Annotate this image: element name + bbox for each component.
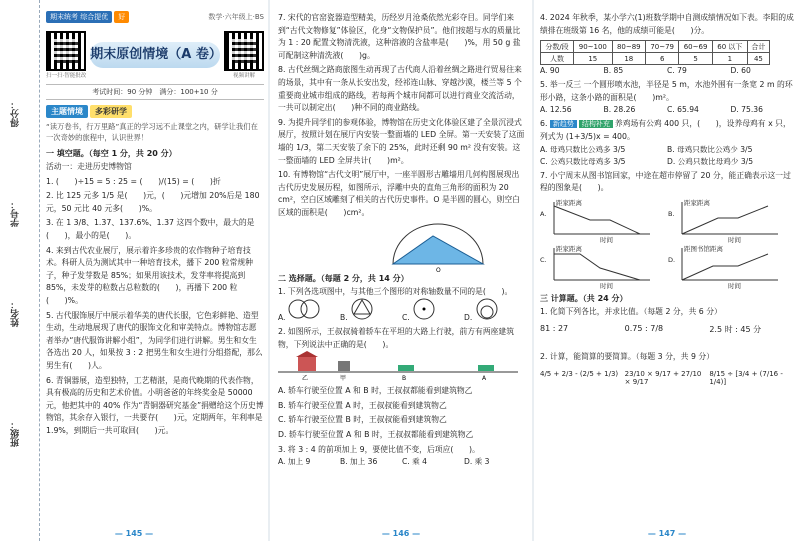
svg-text:乙: 乙 — [302, 375, 309, 383]
option-b[interactable]: B. 母鸡只数比公鸡少 3/5 — [667, 144, 753, 154]
exam-tag: 期末统考 综合提优 — [46, 11, 112, 23]
question-2[interactable]: 2. 比 125 元多 1/5 是( )元，( )元增加 20%后是 180 元，50 元比 40 元多( )%。 — [46, 191, 260, 213]
name-label: 姓名： — [11, 300, 21, 327]
graph-option-a[interactable]: A. 距家距离 时间 — [540, 198, 666, 242]
graph-option-b[interactable]: B. 距家距离 时间 — [668, 198, 794, 242]
calc-item[interactable]: 2.5 时 : 45 分 — [709, 325, 762, 335]
exam-meta: 考试时间：90 分钟 满分：100+10 分 — [46, 84, 264, 100]
calc-2-items — [540, 370, 794, 386]
theme-subtag: 多彩研学 — [90, 105, 132, 118]
choice-question-5[interactable]: 5. 举一反三 一个圆形喷水池，半径是 5 m，水池外围有一条宽 2 m 的环形小路，这条小路的面积是( )m²。 — [540, 80, 793, 102]
choice-3-options — [278, 456, 526, 468]
option-c[interactable]: C. 公鸡只数比母鸡多 3/5 — [540, 156, 626, 166]
exam-tag-2: 好 — [114, 11, 129, 23]
class-label: 班级： — [11, 420, 21, 447]
choice-question-4[interactable]: 4. 2024 年秋季，某小学六(1)班数学期中自测成绩情况如下表。李阳的成绩排在班级第 16 名，他的成绩可能是( )分。 — [540, 13, 794, 35]
student-id-label: 学号： — [11, 200, 21, 227]
choice-question-7[interactable]: 7. 小宁周末从图书馆回家，中途在超市停留了 20 分，能正确表示这一过程的图象是( )。 — [540, 170, 791, 193]
question-5[interactable]: 5. 古代服饰展厅中展示着华美的唐代长服，它色彩鲜艳、造型生动，生动地展现了唐代的服饰文化和审美特点。博物馆志愿者举办“唐代服饰讲解小组”，为同学们进行讲解。男生和女生各选出 20 人，如果按 3 : 2 把男生和女生进行分组搭配，那么男生有( )人。 — [46, 310, 263, 370]
table-cell: 18 — [612, 53, 645, 65]
question-9[interactable]: 9. 为提升同学们的参观体验，博物馆在历史文化体验区建了全景沉浸式展厅，按照计划在展厅内安装一整面墙的 LED 全屏。第一天安装了这面墙的 1/3，第二天安装了余下的 25%，此时还剩 90 m² 没有安装。这一整面墙的 LED 全屏共计( )m²。 — [278, 117, 525, 165]
page-number: — 145 — — [114, 529, 154, 538]
qr-right-caption: 视频讲解 — [232, 73, 255, 79]
table-header: 80~89 — [612, 41, 645, 53]
exam-title: 期末原创情境（A 卷） — [90, 42, 220, 68]
table-cell: 5 — [679, 53, 712, 65]
option-a[interactable]: A. 90 — [540, 66, 560, 76]
table-header: 分数/段 — [541, 41, 574, 53]
question-8[interactable]: 8. 古代丝绸之路商旅图生动再现了古代商人沿着丝绸之路进行贸易往来的场景，其中有一条从长安出发，经祁连山脉、穿越沙漠，楼兰等 5 个重要商业城市组成的路线，若每两个城市间都可以进行商业交流活动，一共可以制定出( )种不同的商业路线。 — [278, 65, 522, 113]
table-header: 合计 — [747, 41, 769, 53]
table-cell: 15 — [574, 53, 613, 65]
choice-question-3[interactable]: 3. 将 3 : 4 的前项加上 9，要使比值不变，后项应( )。 — [278, 444, 480, 454]
option-d[interactable]: D. — [464, 298, 526, 324]
page-number: — 146 — — [381, 529, 421, 538]
choice-question-1[interactable]: 1. 下列各选项图中，与其他三个图形的对称轴数量不同的是( )。 — [278, 286, 513, 296]
calc-1-items — [540, 324, 794, 335]
table-header: 60 以下 — [712, 41, 747, 53]
calc-question-2[interactable]: 2. 计算，能简算的要简算。（每题 3 分，共 9 分） — [540, 352, 714, 362]
score-label: 得分： — [11, 100, 21, 127]
choice-question-6[interactable]: 6. 新趋势 结构补充 养鸡场有公鸡 400 只，( )，设养母鸡有 x 只，列式为 (1+3/5)x = 400。 — [540, 119, 791, 141]
choice-section-title: 二 选择题。（每题 2 分，共 14 分） — [278, 273, 409, 283]
option-a[interactable]: A. 母鸡只数比公鸡多 3/5 — [540, 144, 626, 154]
grade-label: 数学·六年级上·BS — [208, 13, 264, 21]
option-d[interactable]: D. 公鸡只数比母鸡少 3/5 — [667, 156, 754, 166]
option-c[interactable]: C. — [402, 298, 464, 324]
table-header: 90~100 — [574, 41, 613, 53]
calc-question-1[interactable]: 1. 化简下列各比，并求比值。（每题 2 分，共 6 分） — [540, 306, 722, 316]
option-b[interactable]: B. 85 — [603, 66, 624, 76]
table-cell: 1 — [712, 53, 747, 65]
choice-5-options — [540, 104, 794, 116]
option-c[interactable]: C. 乘 4 — [402, 457, 427, 467]
choice-4-options — [540, 65, 794, 77]
intro-text: “读万卷书，行万里路”真正的学习远不止课堂之内，研学让我们在一次奇妙的旅程中，认识世界！ — [46, 122, 258, 142]
question-6[interactable]: 6. 青铜器展，造型独特，工艺精湛，是商代晚期的代表作物，具有极高的历史和艺术价值。小明爸爸的年终奖金是 50000 元，他把其中的 40% 作为“青铜器研究基金”捐赠给这个历史博物馆，其余存入银行，一共要存( )元，定期两年，年利率是 1.9%，到期后一共可取回( )元。 — [46, 375, 264, 435]
calc-item[interactable]: 8/15 ÷ [3/4 + (7/16 - 1/4)] — [709, 369, 783, 386]
page-147 — [534, 0, 800, 541]
binding-gutter — [0, 0, 40, 541]
option-a[interactable]: A. 12.56 — [540, 105, 572, 115]
calc-item[interactable]: 4/5 + 2/3 - (2/5 + 1/3) — [540, 369, 619, 378]
question-1[interactable]: 1. ( )÷15 = 5 : 25 = ( )/(15) = ( )折 — [46, 176, 221, 186]
graph-options — [540, 198, 794, 288]
trend-tag: 新趋势 — [550, 120, 577, 128]
calc-item[interactable]: 81 : 27 — [540, 324, 569, 334]
page-topbar — [46, 10, 264, 24]
choice-1-options — [278, 298, 526, 324]
structure-tag: 结构补充 — [579, 120, 613, 128]
svg-text:B: B — [402, 375, 407, 383]
calc-item[interactable]: 23/10 × 9/17 + 27/10 × 9/17 — [624, 369, 702, 386]
qr-code-right[interactable] — [224, 31, 264, 71]
option-c[interactable]: C. 65.94 — [667, 105, 699, 115]
option-d[interactable]: D. 60 — [730, 66, 751, 76]
calc-section-title: 三 计算题。（共 24 分） — [540, 293, 628, 303]
table-header: 60~69 — [679, 41, 712, 53]
svg-text:A: A — [482, 375, 487, 383]
option-a[interactable]: A. — [278, 298, 340, 324]
table-cell: 6 — [645, 53, 678, 65]
question-3[interactable]: 3. 在 1 3/8、1.37、137.6%、1.37 这四个数中，最大的是( )，最小的是( )。 — [46, 218, 255, 240]
question-7[interactable]: 7. 宋代的官窑瓷器造型精美，历经岁月沧桑依然光彩夺目。同学们来到“古代文物修复”体验区，化身“文物保护员”。他们按超与水的质量比为 1 : 20 配置文物清洗液，这种溶液的含盐率是( )%，用 50 g 盐可配制这种清洗液( )g。 — [278, 13, 521, 60]
option-b[interactable]: B. 28.26 — [603, 105, 636, 115]
choice-6-options — [540, 144, 794, 168]
graph-option-d[interactable]: D. 距图书馆距离 时间 — [668, 244, 794, 288]
calc-item[interactable]: 0.75 : 7/8 — [624, 324, 664, 334]
semicircle-figure — [388, 222, 488, 274]
table-cell: 45 — [747, 53, 769, 65]
choice-2-option-a[interactable]: A. 轿车行驶至位置 A 和 B 时，王叔叔都能看到建筑物乙 — [278, 386, 473, 396]
title-header — [46, 30, 264, 80]
choice-2-option-d[interactable]: D. 轿车行驶至位置 A 和 B 时，王叔叔都能看到建筑物乙 — [278, 430, 474, 440]
option-d[interactable]: D. 75.36 — [730, 105, 763, 115]
option-d[interactable]: D. 乘 3 — [464, 457, 490, 467]
choice-2-option-b[interactable]: B. 轿车行驶至位置 A 时，王叔叔能看到建筑物乙 — [278, 400, 447, 410]
qr-code-left[interactable] — [46, 31, 86, 71]
activity-label: 活动一：走进历史博物馆 — [46, 162, 132, 171]
option-a[interactable]: A. 加上 9 — [278, 457, 311, 467]
question-10[interactable]: 10. 有博物馆“古代文明”展厅中，一座半圆形古雕墙用几何构图展现出古代历史发展历程，如图所示，浮雕中央的直角三角形的面积为 20 cm²，空白区域雕刻了相关的古代历史事件。O 是半圆的圆心，则空白区域的面积是( )cm²。 — [278, 170, 520, 217]
table-header: 70~79 — [645, 41, 678, 53]
theme-tag: 主题情境 — [46, 105, 88, 118]
option-c[interactable]: C. 79 — [667, 66, 687, 76]
table-cell: 人数 — [541, 53, 574, 65]
score-table — [540, 40, 770, 65]
option-b[interactable]: B. 加上 36 — [340, 457, 378, 467]
qr-left-caption: 扫一扫·智能批改 — [46, 73, 87, 79]
option-b[interactable]: B. — [340, 298, 402, 324]
graph-option-c[interactable]: C. 距家距离 时间 — [540, 244, 666, 288]
choice-2-option-c[interactable]: C. 轿车行驶至位置 B 时，王叔叔能看到建筑物乙 — [278, 415, 447, 425]
choice-question-2[interactable]: 2. 如图所示，王叔叔骑着轿车在平坦的大路上行驶，前方有两座建筑物，下列说法中正确的是( )。 — [278, 327, 515, 349]
page-146 — [270, 0, 532, 541]
fill-section-title: 一 填空题。（每空 1 分，共 20 分） — [46, 149, 177, 158]
svg-text:O: O — [436, 266, 441, 274]
buildings-figure — [278, 351, 518, 381]
page-145 — [0, 0, 268, 541]
question-4[interactable]: 4. 来到古代农业展厅，展示着许多珍贵的农作物种子培育技术。科研人员为测试其中一种培育技术，播下 200 粒常规种子，种子发芽数是 85%；如果用该技术，发芽率将提高到 85%，未发芽的粒数占总粒数的( )，再播下 200 粒( )%。 — [46, 245, 253, 305]
page-number: — 147 — — [647, 529, 687, 538]
svg-text:甲: 甲 — [340, 375, 347, 383]
